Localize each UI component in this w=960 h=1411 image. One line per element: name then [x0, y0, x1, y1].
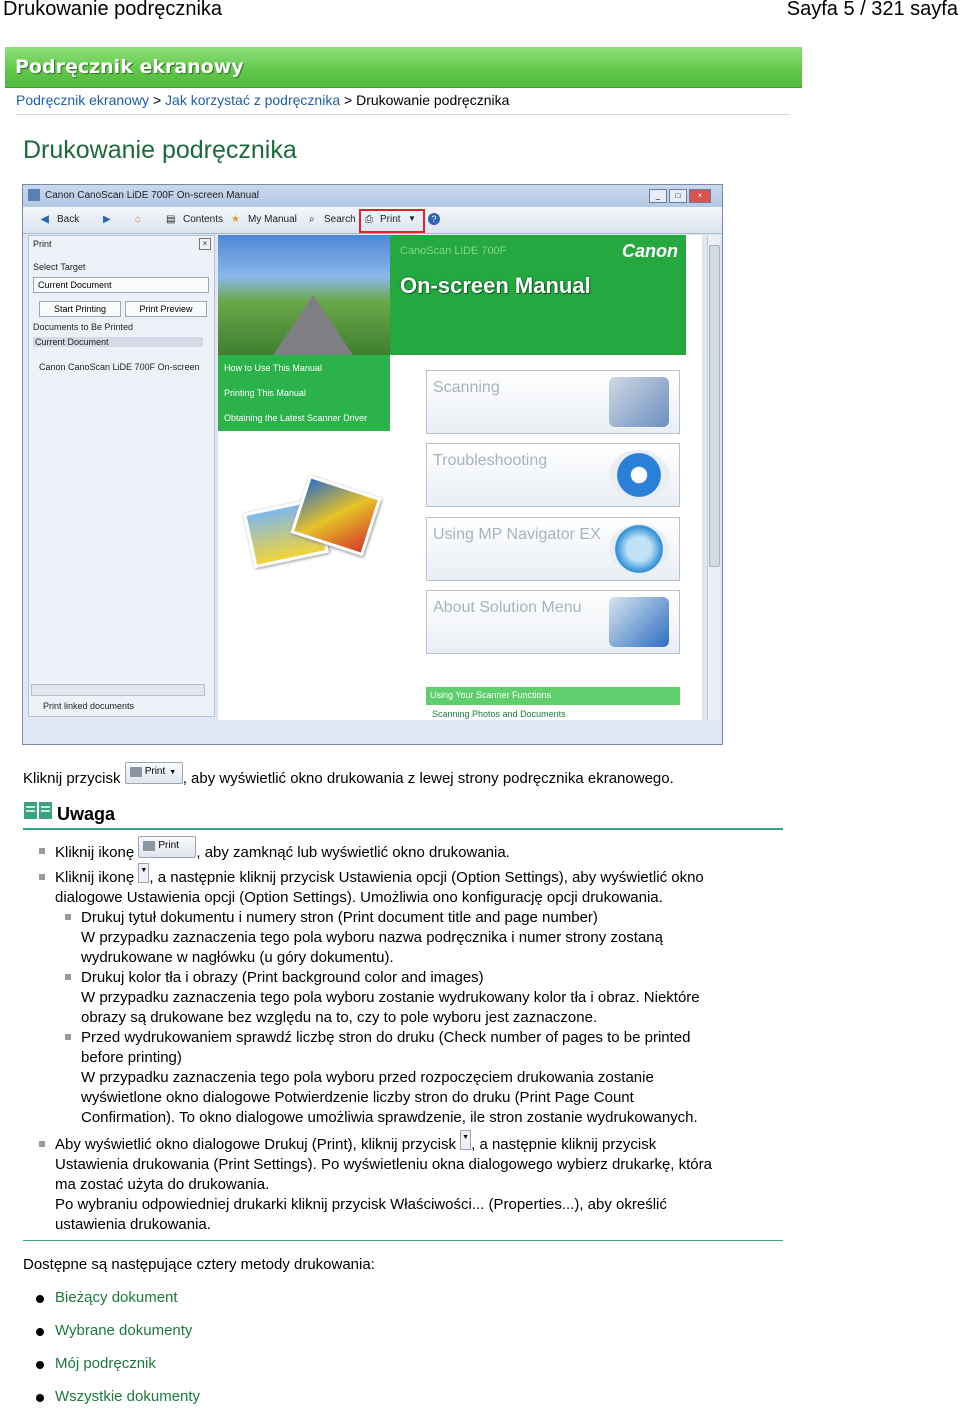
forward-arrow-icon: ▶ [103, 214, 111, 225]
method-link-all-documents[interactable]: Wszystkie dokumenty [55, 1388, 201, 1405]
list-bullet [36, 1328, 44, 1336]
scanner-icon [609, 377, 669, 427]
note-text: , aby zamknąć lub wyświetlić okno drukowania. [196, 843, 510, 861]
target-select: Current Document [33, 277, 209, 293]
printer-icon: ⎙ [365, 214, 373, 225]
print-button-image [125, 762, 183, 784]
window-icon [28, 189, 40, 201]
page-counter: Sayfa 5 / 321 sayfa [786, 0, 958, 20]
navigator-icon [609, 524, 669, 574]
tile-label: About Solution Menu [433, 599, 582, 616]
screenshot-toolbar [23, 207, 722, 234]
home-icon: ⌂ [135, 214, 142, 225]
manual-link: How to Use This Manual [224, 363, 322, 373]
my-manual-label: My Manual [248, 214, 297, 225]
page-title: Drukowanie podręcznika [23, 136, 297, 164]
solution-menu-icon [609, 597, 669, 647]
note-item-1 [55, 842, 510, 864]
bullet [39, 848, 45, 854]
note-text: Aby wyświetlić okno dialogowe Drukuj (Print), kliknij przycisk [55, 1136, 461, 1153]
note-text: ma zostać użyta do drukowania. [55, 1176, 270, 1194]
intro-after: , aby wyświetlić okno drukowania z lewej strony podręcznika ekranowego. [182, 769, 674, 787]
note-text: Kliknij ikonę [55, 869, 139, 886]
note-text: wyświetlone okno dialogowe Potwierdzenie liczby stron do druku (Print Page Count [81, 1089, 634, 1106]
manual-banner [5, 47, 802, 88]
star-icon: ★ [231, 214, 240, 225]
note-text: wydrukowane w nagłówku (u góry dokumentu). [81, 949, 394, 966]
bullet [39, 1141, 45, 1147]
note-divider [23, 828, 783, 830]
breadcrumb-current: Drukowanie podręcznika [356, 92, 510, 108]
back-arrow-icon: ◀ [41, 214, 49, 225]
manual-home-page [218, 235, 702, 720]
print-linked-label: Print linked documents [43, 701, 135, 711]
breadcrumb [16, 92, 509, 108]
intro-before: Kliknij przycisk [23, 769, 125, 787]
document-item: Canon CanoScan LiDE 700F On-screen [39, 362, 200, 372]
screenshot-title-bar [23, 185, 722, 207]
note-text: Ustawienia drukowania (Print Settings). Po wyświetleniu okna dialogowego wybierz drukarkę, która [55, 1156, 712, 1174]
intro-text [23, 768, 674, 790]
methods-intro: Dostępne są następujące cztery metody drukowania: [23, 1256, 375, 1273]
help-icon: ? [428, 213, 440, 225]
manual-screenshot [22, 184, 723, 745]
list-bullet [36, 1361, 44, 1369]
method-link-current-document[interactable]: Bieżący dokument [55, 1289, 178, 1306]
manual-title: On-screen Manual [400, 273, 591, 298]
tile-mp-navigator [426, 517, 680, 581]
tile-label: Scanning [433, 379, 500, 396]
sub-bullet [65, 974, 71, 980]
print-button-image [138, 836, 196, 858]
note-text: W przypadku zaznaczenia tego pola wyboru zostanie wydrukowany kolor tła i obraz. Niektóre [81, 989, 700, 1006]
chevron-down-icon: ▼ [169, 769, 177, 776]
print-preview-button: Print Preview [125, 301, 207, 317]
documents-label: Documents to Be Printed [33, 322, 134, 332]
note-text: , a następnie kliknij przycisk Ustawienia opcji (Option Settings), aby wyświetlić okno [149, 869, 704, 886]
note-item-2 [55, 868, 704, 908]
manual-link: Printing This Manual [224, 388, 306, 398]
tile-solution-menu [426, 590, 680, 654]
tile-troubleshooting [426, 443, 680, 507]
print-pane-header: Print [33, 239, 52, 249]
current-document-header: Current Document [33, 337, 203, 347]
contents-label: Contents [183, 214, 224, 225]
tile-label: Using MP Navigator EX [433, 526, 601, 543]
sub-bullet [65, 1034, 71, 1040]
functions-bar [426, 687, 680, 705]
tile-label: Troubleshooting [433, 452, 548, 469]
close-icon: × [689, 189, 711, 203]
note-text: Kliknij ikonę [55, 843, 139, 861]
pane-close-icon: × [199, 238, 211, 250]
printer-icon [130, 767, 142, 777]
note-subitem-1 [81, 908, 663, 968]
photos-illustration [248, 485, 368, 565]
note-subitem-2 [81, 968, 700, 1028]
maximize-icon: □ [669, 189, 687, 203]
note-text: dialogowe Ustawienia opcji (Option Settings). Umożliwia ono konfigurację opcji drukowania. [55, 889, 663, 907]
product-name: CanoScan LiDE 700F [400, 245, 507, 257]
manual-header [390, 235, 686, 355]
chevron-down-icon: ▼ [408, 214, 416, 223]
print-pane [28, 235, 215, 717]
note-text: W przypadku zaznaczenia tego pola wyboru nazwa podręcznika i numer strony zostaną [81, 929, 663, 946]
method-link-selected-documents[interactable]: Wybrane dokumenty [55, 1322, 193, 1339]
print-button-label: Print [158, 840, 179, 851]
dropdown-arrow-image: ▼ [138, 863, 149, 883]
list-bullet [36, 1394, 44, 1402]
note-end-divider [23, 1240, 783, 1241]
horizontal-scrollbar [31, 684, 205, 696]
note-text: Drukuj tytuł dokumentu i numery stron (Print document title and page number) [81, 909, 598, 926]
dropdown-arrow-image: ▼ [460, 1130, 471, 1150]
search-label: Search [324, 214, 356, 225]
note-text: ustawienia drukowania. [55, 1216, 211, 1234]
note-subitem-3 [81, 1028, 698, 1128]
contents-icon: ▤ [166, 214, 176, 225]
printer-icon [143, 841, 155, 851]
page-header-title: Drukowanie podręcznika [3, 0, 223, 20]
manual-link: Obtaining the Latest Scanner Driver [224, 413, 368, 423]
manual-links [218, 355, 390, 431]
note-title: Uwaga [57, 804, 116, 824]
note-text: before printing) [81, 1049, 182, 1066]
canon-logo: Canon [622, 241, 678, 261]
sub-bullet [65, 914, 71, 920]
breadcrumb-separator: > [340, 92, 357, 108]
note-book-icon [23, 800, 53, 822]
note-text: Przed wydrukowaniem sprawdź liczbę stron do druku (Check number of pages to be printed [81, 1029, 691, 1046]
note-text: obrazy są drukowane bez względu na to, czy to pole wyboru jest zaznaczone. [81, 1009, 598, 1026]
note-text: Po wybraniu odpowiedniej drukarki kliknij przycisk Właściwości... (Properties...), aby określić [55, 1196, 667, 1214]
breadcrumb-divider [16, 114, 790, 115]
breadcrumb-link-home[interactable]: Podręcznik ekranowy [16, 92, 150, 108]
print-button-label: Print [144, 766, 166, 777]
note-item-3 [55, 1135, 712, 1235]
start-printing-button: Start Printing [39, 301, 121, 317]
page-header [0, 0, 960, 24]
road-photo [218, 235, 390, 355]
search-icon: ⌕ [309, 214, 315, 225]
functions-item: Scanning Photos and Documents [432, 709, 566, 719]
functions-bar-label: Using Your Scanner Functions [430, 690, 552, 700]
list-bullet [36, 1295, 44, 1303]
note-text: , a następnie kliknij przycisk [471, 1136, 657, 1153]
tile-scanning [426, 370, 680, 434]
scrollbar-thumb [709, 245, 720, 567]
note-text: Drukuj kolor tła i obrazy (Print background color and images) [81, 969, 484, 986]
note-text: Confirmation). To okno dialogowe umożliwia sprawdzenie, ile stron zostanie wydrukowanych. [81, 1109, 698, 1126]
breadcrumb-separator: > [149, 92, 166, 108]
back-label: Back [57, 214, 80, 225]
print-label: Print [380, 214, 401, 225]
minimize-icon: _ [649, 189, 667, 203]
bullet [39, 874, 45, 880]
note-text: W przypadku zaznaczenia tego pola wyboru przed rozpoczęciem drukowania zostanie [81, 1069, 654, 1086]
breadcrumb-link-how-to-use[interactable]: Jak korzystać z podręcznika [165, 92, 341, 108]
screenshot-window-title: Canon CanoScan LiDE 700F On-screen Manual [45, 190, 260, 201]
method-link-my-manual[interactable]: Mój podręcznik [55, 1355, 156, 1372]
select-target-label: Select Target [33, 262, 86, 272]
question-icon [609, 450, 669, 500]
banner-title: Podręcznik ekranowy [15, 56, 244, 78]
